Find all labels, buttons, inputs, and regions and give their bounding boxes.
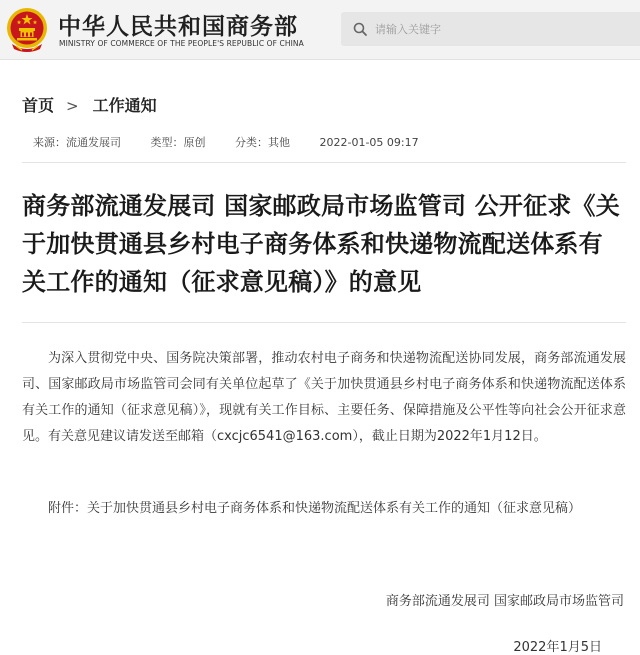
attachment-link[interactable]: 附件：关于加快贯通县乡村电子商务体系和快递物流配送体系有关工作的通知（征求意见稿） [48,501,582,516]
meta-category: 分类：其他 [235,136,290,149]
article-signature: 商务部流通发展司 国家邮政局市场监管司 [385,594,624,609]
article-body: 为深入贯彻党中央、国务院决策部署，推动农村电子商务和快递物流配送协同发展，商务部流通发展司、国家邮政局市场监管司会同有关单位起草了《关于加快贯通县乡村电子商务体系和快递物流配送体系有关工作的通知（征求意见稿）》，现就有关工作目标、主要任务、保障措施及公平性等向社会公开征求意见。有关意见建议请发送至邮箱（cxcjc6541@163.com），截止日期为2022年1月12日。 [22,351,626,444]
article-meta [33,134,445,150]
site-header [0,0,640,60]
search-icon[interactable] [353,22,367,36]
meta-datetime: 2022-01-05 09:17 [319,136,419,149]
meta-source: 来源：流通发展司 [33,136,121,149]
title-divider [22,322,626,323]
breadcrumb [22,93,157,116]
site-title[interactable]: 中华人民共和国商务部 [58,14,298,40]
site-subtitle: MINISTRY OF COMMERCE OF THE PEOPLE'S REPUBLIC OF CHINA [59,39,304,48]
meta-divider [22,162,626,163]
article-date: 2022年1月5日 [513,640,602,655]
search-box[interactable] [341,12,640,46]
meta-type: 类型：原创 [150,136,206,149]
breadcrumb-home[interactable]: 首页 [22,96,55,115]
article-title: 商务部流通发展司 国家邮政局市场监管司 公开征求《关于加快贯通县乡村电子商务体系和快递物流配送体系有关工作的通知（征求意见稿）》的意见 [22,192,620,296]
national-emblem-icon[interactable] [4,6,50,54]
search-input[interactable] [375,12,625,46]
breadcrumb-separator: > [66,97,79,115]
breadcrumb-current[interactable]: 工作通知 [92,96,157,115]
